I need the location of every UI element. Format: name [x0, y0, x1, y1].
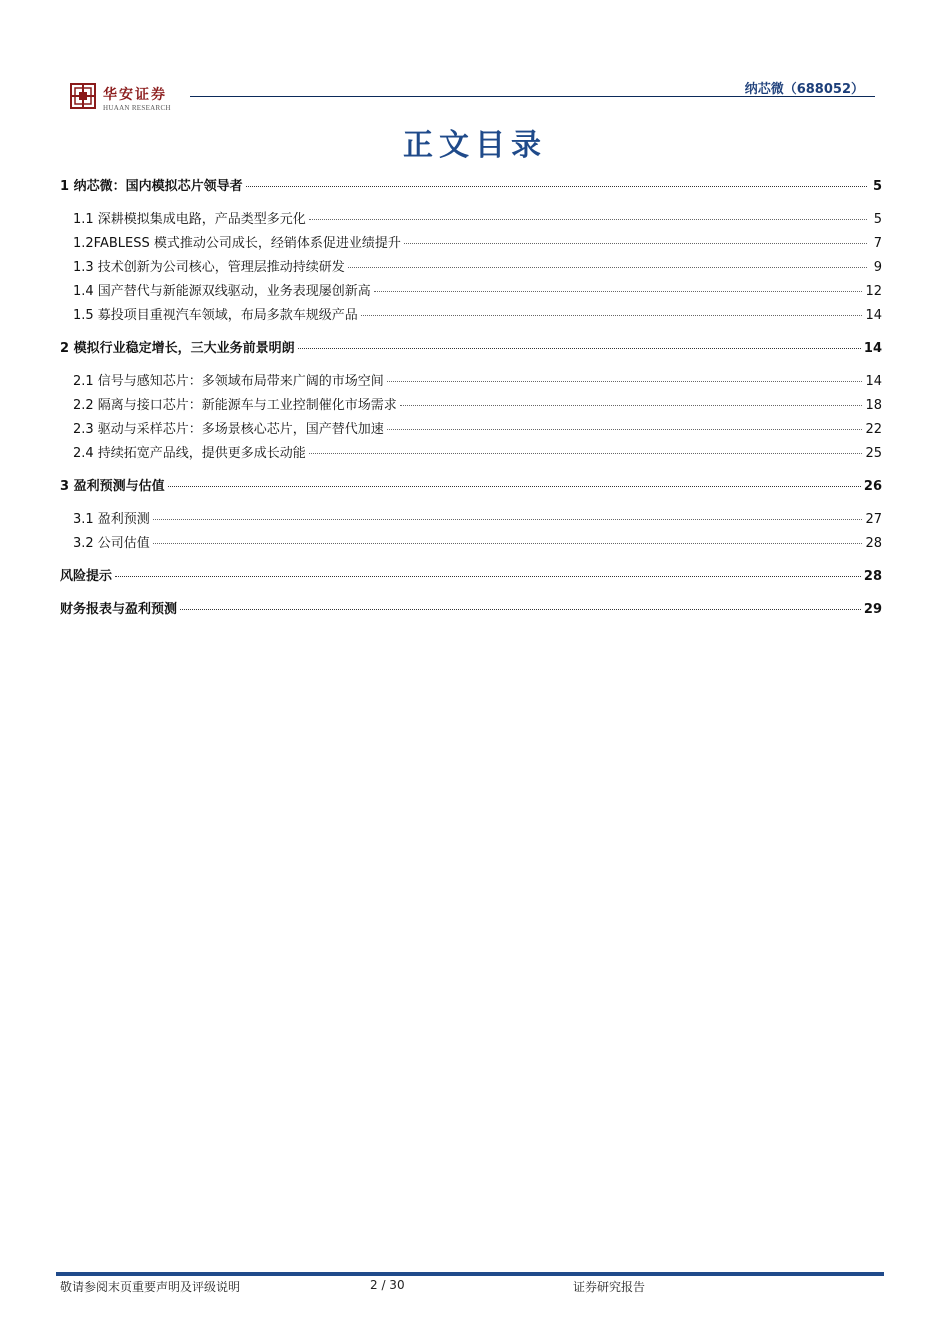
- toc-entry-title: 3.1 盈利预测: [73, 512, 150, 527]
- toc-entry-title: 1.5 募投项目重视汽车领域，布局多款车规级产品: [73, 308, 358, 323]
- toc-page-number: 26: [863, 479, 882, 494]
- toc-dot-leader: [387, 429, 863, 430]
- toc-page-number: 18: [865, 398, 882, 413]
- toc-page-number: 22: [865, 422, 882, 437]
- toc-entry-chapter[interactable]: [60, 337, 882, 361]
- company-logo-icon: [70, 83, 96, 109]
- footer-divider: [56, 1272, 884, 1276]
- page-indicator: 2 / 30: [370, 1278, 405, 1292]
- toc-dot-leader: [387, 381, 863, 382]
- toc-page-number: 27: [865, 512, 882, 527]
- toc-entry-title: 2.4 持续拓宽产品线，提供更多成长动能: [73, 446, 306, 461]
- toc-entry-chapter[interactable]: [60, 565, 882, 589]
- toc-page-number: 28: [863, 569, 882, 584]
- toc-dot-leader: [153, 543, 863, 544]
- toc-entry-chapter[interactable]: [60, 475, 882, 499]
- toc-dot-leader: [404, 243, 867, 244]
- toc-page-number: 28: [865, 536, 882, 551]
- toc-dot-leader: [309, 453, 863, 454]
- toc-page-number: 25: [865, 446, 882, 461]
- toc-entry-title: 2 模拟行业稳定增长，三大业务前景明朗: [60, 341, 295, 356]
- toc-entry-section[interactable]: [60, 442, 882, 466]
- toc-entry-section[interactable]: [60, 280, 882, 304]
- toc-page-number: 12: [865, 284, 882, 299]
- toc-entry-section[interactable]: [60, 394, 882, 418]
- toc-dot-leader: [180, 609, 861, 610]
- toc-entry-title: 风险提示: [60, 569, 113, 584]
- toc-page-number: 7: [873, 236, 882, 251]
- toc-dot-leader: [168, 486, 861, 487]
- toc-page-number: 14: [863, 341, 882, 356]
- toc-entry-section[interactable]: [60, 508, 882, 532]
- toc-entry-title: 2.3 驱动与采样芯片：多场景核心芯片，国产替代加速: [73, 422, 384, 437]
- stock-label: 纳芯微（688052）: [744, 82, 864, 97]
- toc-entry-title: 1 纳芯微：国内模拟芯片领导者: [60, 179, 243, 194]
- toc-dot-leader: [115, 576, 861, 577]
- toc-dot-leader: [246, 186, 867, 187]
- toc-entry-title: 2.1 信号与感知芯片：多领域布局带来广阔的市场空间: [73, 374, 384, 389]
- page-header: [0, 0, 950, 120]
- toc-page-number: 5: [873, 212, 882, 227]
- toc-page-number: 9: [873, 260, 882, 275]
- footer-report-type: 证券研究报告: [573, 1280, 646, 1294]
- toc-entry-title: 1.2FABLESS 模式推动公司成长，经销体系促进业绩提升: [73, 236, 401, 251]
- toc-entry-title: 3 盈利预测与估值: [60, 479, 165, 494]
- toc-page-number: 14: [865, 374, 882, 389]
- table-of-contents: [60, 175, 882, 622]
- toc-dot-leader: [374, 291, 863, 292]
- toc-entry-section[interactable]: [60, 532, 882, 556]
- toc-entry-section[interactable]: [60, 370, 882, 394]
- toc-dot-leader: [309, 219, 867, 220]
- logo-chinese-name: 华安证券: [103, 87, 167, 103]
- toc-entry-title: 财务报表与盈利预测: [60, 602, 178, 617]
- footer-disclaimer: 敬请参阅末页重要声明及评级说明: [60, 1280, 241, 1294]
- toc-dot-leader: [361, 315, 863, 316]
- toc-entry-section[interactable]: [60, 256, 882, 280]
- toc-entry-section[interactable]: [60, 418, 882, 442]
- page-title: 正文目录: [403, 128, 547, 163]
- toc-entry-title: 1.4 国产替代与新能源双线驱动，业务表现屡创新高: [73, 284, 371, 299]
- toc-page-number: 14: [865, 308, 882, 323]
- toc-dot-leader: [298, 348, 861, 349]
- toc-entry-title: 3.2 公司估值: [73, 536, 150, 551]
- logo-english-name: HUAAN RESEARCH: [103, 104, 171, 112]
- toc-entry-section[interactable]: [60, 304, 882, 328]
- toc-entry-title: 1.3 技术创新为公司核心，管理层推动持续研发: [73, 260, 345, 275]
- toc-entry-chapter[interactable]: [60, 175, 882, 199]
- toc-dot-leader: [348, 267, 867, 268]
- toc-entry-chapter[interactable]: [60, 598, 882, 622]
- toc-entry-section[interactable]: [60, 208, 882, 232]
- toc-page-number: 29: [863, 602, 882, 617]
- toc-entry-title: 2.2 隔离与接口芯片：新能源车与工业控制催化市场需求: [73, 398, 397, 413]
- toc-entry-title: 1.1 深耕模拟集成电路，产品类型多元化: [73, 212, 306, 227]
- toc-page-number: 5: [872, 179, 882, 194]
- toc-dot-leader: [400, 405, 863, 406]
- toc-dot-leader: [153, 519, 863, 520]
- toc-entry-section[interactable]: [60, 232, 882, 256]
